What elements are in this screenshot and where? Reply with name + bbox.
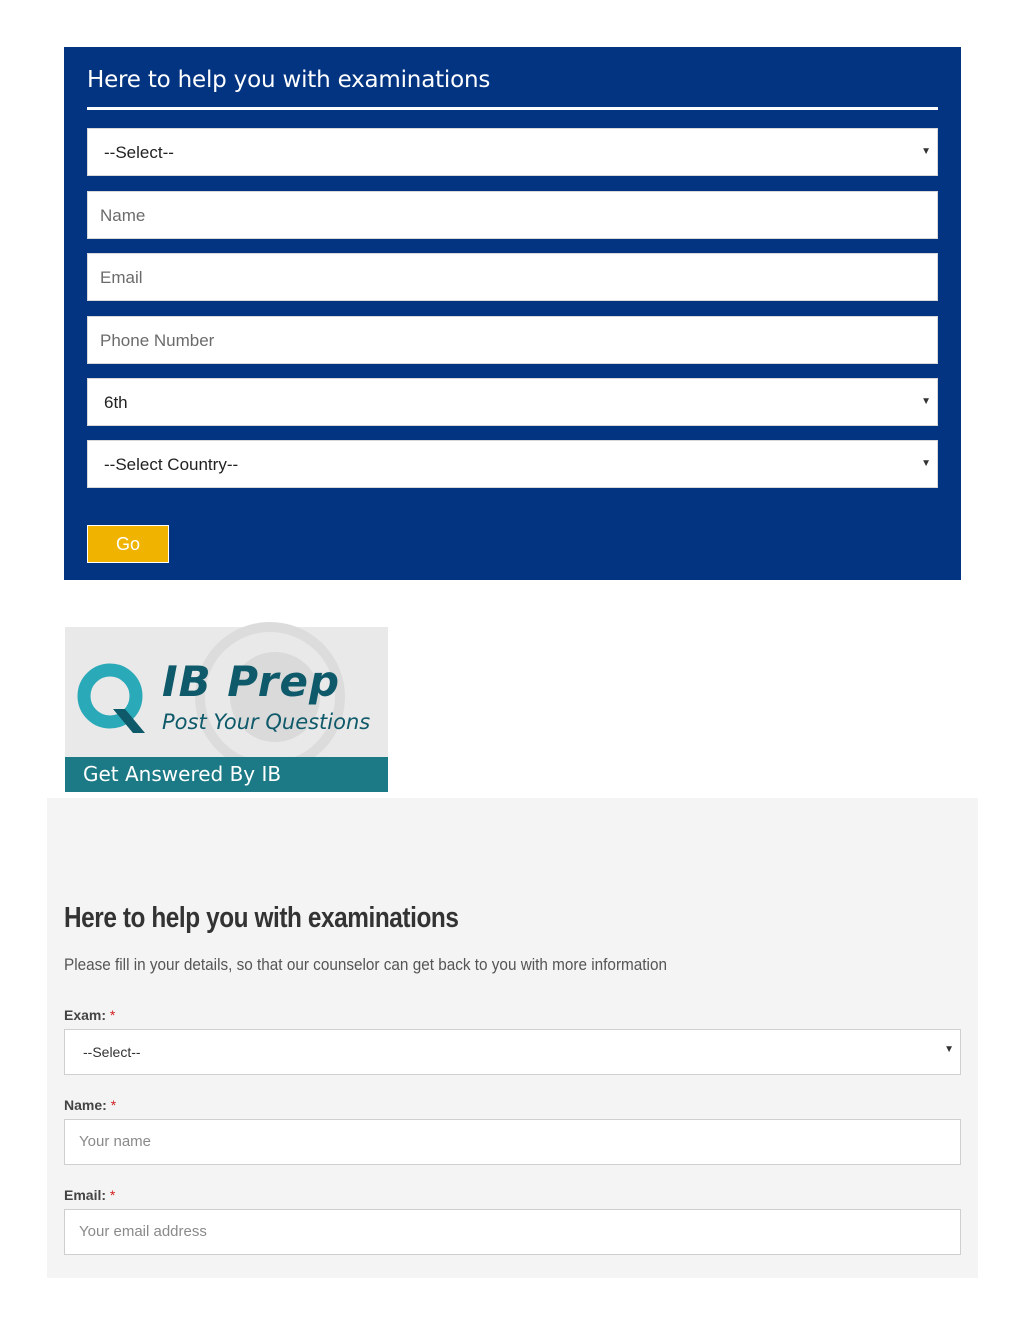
- dropdown-arrow-icon: ▼: [921, 146, 931, 157]
- enquiry-form-bottom: [47, 798, 978, 1278]
- dropdown-arrow-icon: ▼: [921, 458, 931, 469]
- ib-prep-banner[interactable]: [65, 627, 388, 792]
- form-heading: Here to help you with examinations: [64, 902, 459, 934]
- name-input[interactable]: [87, 191, 938, 239]
- name-input[interactable]: [64, 1119, 961, 1165]
- email-input-placeholder: Your email address: [79, 1223, 207, 1240]
- banner-subtitle: Post Your Questions: [162, 710, 371, 734]
- go-button[interactable]: Go: [87, 525, 169, 563]
- required-marker: *: [110, 1097, 117, 1113]
- phone-input-placeholder: Phone Number: [100, 331, 215, 350]
- email-input-placeholder: Email: [100, 268, 143, 287]
- email-label-text: Email:: [64, 1187, 107, 1203]
- grade-select[interactable]: [87, 378, 938, 426]
- country-select[interactable]: [87, 440, 938, 488]
- dropdown-arrow-icon: ▼: [921, 396, 931, 407]
- phone-input[interactable]: [87, 316, 938, 364]
- enquiry-form-top: [64, 47, 961, 580]
- required-marker: *: [109, 1007, 116, 1023]
- exam-label-text: Exam:: [64, 1007, 107, 1023]
- q-logo-icon: [77, 659, 149, 739]
- country-select-value: --Select Country--: [104, 455, 239, 474]
- form-title: Here to help you with examinations: [87, 67, 491, 93]
- exam-select-value: --Select--: [83, 1044, 141, 1060]
- name-input-placeholder: Name: [100, 206, 146, 225]
- banner-title: IB Prep: [162, 657, 341, 706]
- form-description: Please fill in your details, so that our counselor can get back to you with more information: [64, 955, 667, 974]
- banner-strip: Get Answered By IB: [65, 757, 388, 792]
- exam-select-value: --Select--: [104, 143, 174, 162]
- name-input-placeholder: Your name: [79, 1133, 151, 1150]
- email-input[interactable]: [87, 253, 938, 301]
- name-label-text: Name:: [64, 1097, 107, 1113]
- name-label: [64, 1097, 116, 1113]
- exam-select[interactable]: [64, 1029, 961, 1075]
- title-divider: [87, 107, 938, 110]
- required-marker: *: [109, 1187, 116, 1203]
- grade-select-value: 6th: [104, 393, 128, 412]
- exam-select[interactable]: [87, 128, 938, 176]
- exam-label: [64, 1007, 115, 1023]
- email-input[interactable]: [64, 1209, 961, 1255]
- dropdown-arrow-icon: ▼: [944, 1044, 954, 1055]
- email-label: [64, 1187, 115, 1203]
